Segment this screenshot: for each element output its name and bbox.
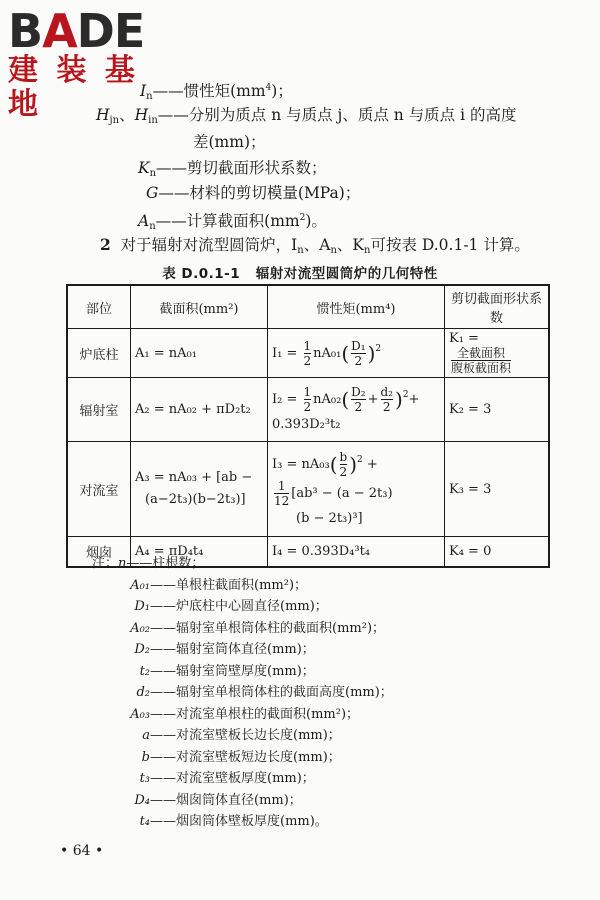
header-area: 截面积(mm²) [131,285,268,329]
cell-part: 炉底柱 [67,329,131,378]
note-item: D₂——辐射室筒体直径(mm)； [134,642,315,657]
definition-height: $H_{jn}$、$H_{in}——$分别为质点 n 与质点 j、质点 n 与质点 i 的高度 [96,106,517,126]
note-item: b——对流室壁板短边长度(mm)； [141,749,341,765]
cell-area: A₂ = nA₀₂ + πD₂t₂ [131,378,268,442]
note-item: A₀₂——辐射室单根筒体柱的截面积(mm²)； [130,620,386,636]
definition-shape: $K_n——$剪切截面形状系数； [138,159,327,179]
note-item: t₃——对流室壁板厚度(mm)； [139,771,315,786]
table-row [67,442,549,537]
page-number: • 64 • [60,843,104,859]
cell-area: A₁ = nA₀₁ [131,329,268,378]
note-item: t₄——烟囱筒体壁板厚度(mm)。 [139,814,328,829]
cell-shape: K₃ = 3 [445,442,550,537]
cell-inertia: I₄ = 0.393D₄³t₄ [268,537,445,567]
cell-inertia: I₂ = $\frac{1}{2}$ nA₀₂( $\frac{\text{D₂}}{2}$ + $\frac{\text{d₂}}{2}$ )$^2$+ 0.393D₂³t₂ [268,378,445,442]
definition-inertia: $I_n——$惯性矩$(mm^4)$； [140,82,293,102]
note-item: 注：n——柱根数； [92,556,205,571]
cell-inertia: I₁ = $\frac{1}{2}$ nA₀₁( $\frac{\text{D₁}}{2}$ )$^2$ [268,329,445,378]
definition-modulus: G——材料的剪切模量(MPa)； [146,184,361,202]
note-item: A₀₃——对流室单根柱的截面积(mm²)； [130,706,360,722]
note-item: A₀₁——单根柱截面积(mm²)； [130,577,308,593]
table-notes [92,553,393,833]
cell-shape: K₄ = 0 [445,537,550,567]
cell-part: 对流室 [67,442,131,537]
cell-shape: K₁ = $\frac{\text{全截面积}}{\text{腹板截面积}}$ [445,329,550,378]
cell-area: A₄ = πD₄t₄ [131,537,268,567]
note-item: D₄——烟囱筒体直径(mm)； [134,792,302,808]
logo-subtitle: 建 装 基 地 [8,53,139,122]
cell-inertia: I₃ = nA₀₃( $\frac{b}{2}$ )$^2$ + $\frac{1}{12}$ [ab³ − (a − 2t₃) (b − 2t₃)³] [268,442,445,537]
note-item: d₂——辐射室单根筒体柱的截面高度(mm)； [136,685,393,700]
header-part: 部位 [67,285,131,329]
header-shape: 剪切截面形状系数 [445,285,550,329]
table-row [67,329,549,378]
definition-area: $A_n——$计算截面积$(mm^2)$。 [138,212,327,232]
logo-wordmark: BADE [8,4,145,58]
note-item: a——对流室壁板长边长度(mm)； [142,728,341,743]
cell-part: 烟囱 [67,537,131,567]
geometry-table [66,284,550,568]
note-item: t₂——辐射室筒壁厚度(mm)； [139,663,315,679]
cell-part: 辐射室 [67,378,131,442]
table-header-row [67,285,549,329]
cell-shape: K₂ = 3 [445,378,550,442]
definition-height-cont: 差(mm)； [193,133,266,151]
header-inertia: 惯性矩(mm⁴) [268,285,445,329]
paragraph-2: 2 对于辐射对流型圆筒炉，$I_n$、$A_n$、$K_n$可按表 D.0.1-1 计算。 [100,235,530,256]
note-item: D₁——炉底柱中心圆直径(mm)； [134,599,328,614]
cell-area: A₃ = nA₀₃ + [ab − (a−2t₃)(b−2t₃)] [131,442,268,537]
table-row [67,378,549,442]
table-caption: 表 D.0.1-1 辐射对流型圆筒炉的几何特性 [162,266,438,282]
